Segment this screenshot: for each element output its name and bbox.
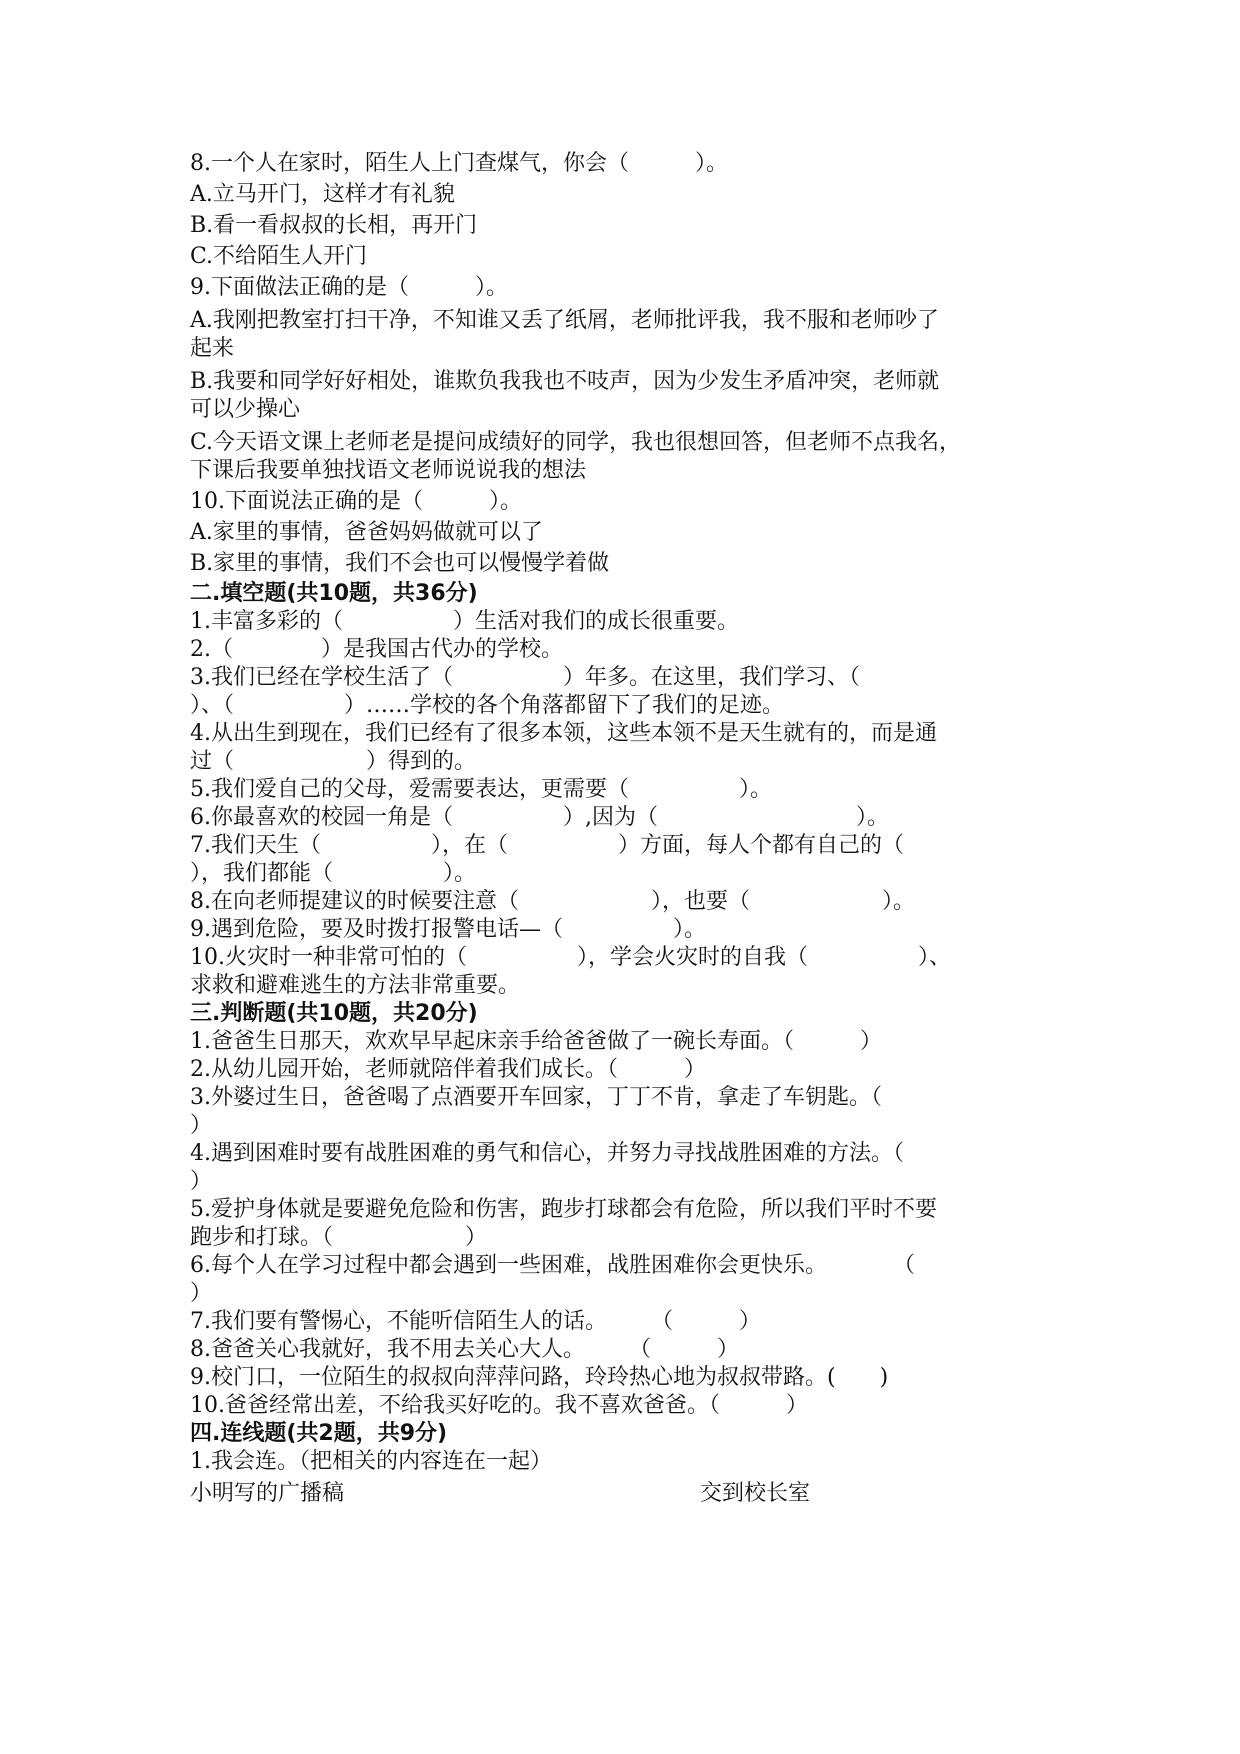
text-line: 5.我们爱自己的父母，爱需要表达，更需要（ ）。: [190, 777, 772, 802]
text-line: 9.下面做法正确的是（ ）。: [190, 275, 508, 300]
match-right-item[interactable]: 交到校长室: [699, 1481, 810, 1506]
text-line: 1.丰富多彩的（ ）生活对我们的成长很重要。: [190, 609, 739, 634]
match-row: [190, 1480, 810, 1508]
text-line: 10.下面说法正确的是（ ）。: [190, 489, 522, 514]
text-line: 跑步和打球。（ ）: [190, 1225, 488, 1250]
section-title: 三.判断题(共10题，共20分): [190, 1001, 478, 1026]
text-line: 8.爸爸关心我就好，我不用去关心大人。 （ ）: [190, 1337, 739, 1362]
text-line: B.我要和同学好好相处，谁欺负我我也不吱声，因为少发生矛盾冲突，老师就: [190, 369, 940, 394]
text-line: 6.你最喜欢的校园一角是（ ）,因为（ ）。: [190, 805, 889, 830]
text-line: ）、（ ）……学校的各个角落都留下了我们的足迹。: [190, 693, 785, 718]
text-line: 过（ ）得到的。: [190, 749, 477, 774]
text-line: 4.从出生到现在，我们已经有了很多本领，这些本领不是天生就有的，而是通: [190, 721, 937, 746]
text-line: 1.我会连。（把相关的内容连在一起）: [190, 1449, 552, 1474]
text-line: 起来: [190, 336, 235, 361]
text-line: 可以少操心: [190, 397, 301, 422]
text-line: 8.一个人在家时，陌生人上门查煤气，你会（ ）。: [190, 151, 728, 176]
text-line: 5.爱护身体就是要避免危险和伤害，跑步打球都会有危险，所以我们平时不要: [190, 1197, 937, 1222]
text-line: 6.每个人在学习过程中都会遇到一些困难，战胜困难你会更快乐。 （: [190, 1253, 915, 1278]
section-title: 四.连线题(共2题，共9分): [190, 1421, 448, 1446]
text-line: 7.我们天生（ ），在（ ）方面，每人个都有自己的（: [190, 833, 904, 858]
text-line: A.家里的事情，爸爸妈妈做就可以了: [190, 520, 543, 545]
text-line: A.我刚把教室打扫干净，不知谁又丢了纸屑，老师批评我，我不服和老师吵了: [190, 308, 939, 333]
text-line: B.家里的事情，我们不会也可以慢慢学着做: [190, 551, 610, 576]
section-title: 二.填空题(共10题，共36分): [190, 581, 478, 606]
match-left-item[interactable]: 小明写的广播稿: [190, 1481, 345, 1506]
text-line: B.看一看叔叔的长相，再开门: [190, 213, 478, 238]
text-line: 求救和避难逃生的方法非常重要。: [190, 973, 521, 998]
text-line: 9.遇到危险，要及时拨打报警电话—（ ）。: [190, 917, 706, 942]
text-line: ），我们都能（ ）。: [190, 861, 477, 886]
text-line: 10.火灾时一种非常可怕的（ ），学会火灾时的自我（ ）、: [190, 945, 951, 970]
exam-page: [190, 150, 1070, 1508]
text-line: C.今天语文课上老师老是提问成绩好的同学，我也很想回答，但老师不点我名，: [190, 430, 962, 455]
text-line: 3.我们已经在学校生活了（ ）年多。在这里，我们学习、（: [190, 665, 860, 690]
text-line: 10.爸爸经常出差，不给我买好吃的。我不喜欢爸爸。（ ）: [190, 1393, 808, 1418]
text-line: 3.外婆过生日，爸爸喝了点酒要开车回家，丁丁不肯，拿走了车钥匙。（: [190, 1085, 882, 1110]
text-line: 2.（ ）是我国古代办的学校。: [190, 637, 563, 662]
section-true-false: [190, 1000, 1070, 1420]
text-line: 1.爸爸生日那天，欢欢早早起床亲手给爸爸做了一碗长寿面。（ ）: [190, 1029, 882, 1054]
text-line: 9.校门口，一位陌生的叔叔向萍萍问路，玲玲热心地为叔叔带路。( ): [190, 1365, 889, 1390]
text-line: ）: [190, 1113, 213, 1138]
text-line: 8.在向老师提建议的时候要注意（ ），也要（ ）。: [190, 889, 915, 914]
text-line: 7.我们要有警惕心，不能听信陌生人的话。 （ ）: [190, 1309, 761, 1334]
section-matching: [190, 1420, 1070, 1508]
text-line: 4.遇到困难时要有战胜困难的勇气和信心，并努力寻找战胜困难的方法。（: [190, 1141, 904, 1166]
part1-questions: [190, 150, 1070, 578]
text-line: A.立马开门，这样才有礼貌: [190, 182, 455, 207]
text-line: 下课后我要单独找语文老师说说我的想法: [190, 458, 587, 483]
text-line: ）: [190, 1169, 213, 1194]
text-line: 2.从幼儿园开始，老师就陪伴着我们成长。（ ）: [190, 1057, 706, 1082]
text-line: C.不给陌生人开门: [190, 244, 368, 269]
section-fill-in: [190, 580, 1070, 1000]
text-line: ）: [190, 1281, 213, 1306]
